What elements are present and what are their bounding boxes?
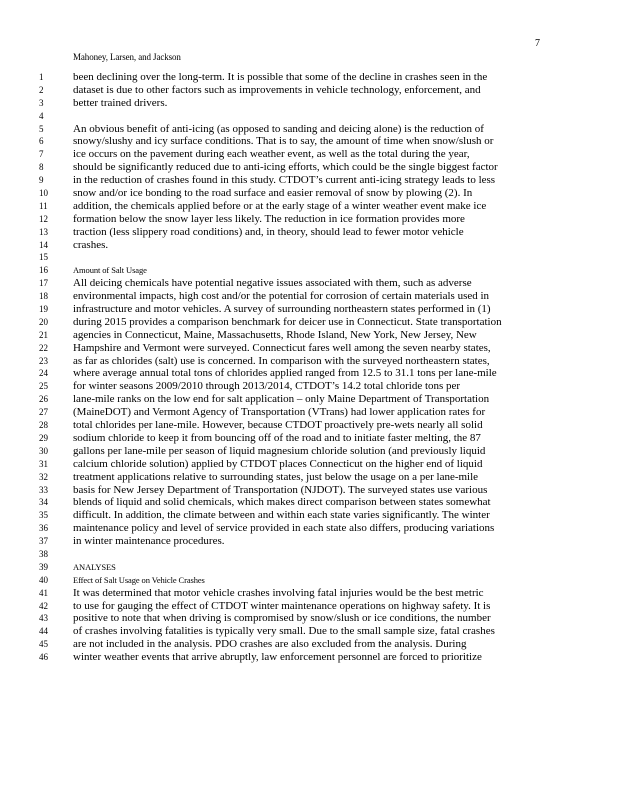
line-number: 6 <box>39 136 44 147</box>
section-heading: Amount of Salt Usage <box>73 265 147 276</box>
manuscript-line <box>0 84 618 97</box>
line-number: 34 <box>39 497 48 508</box>
line-text: during 2015 provides a comparison benchmark for deicer use in Connecticut. State transportation <box>73 315 502 328</box>
line-text: formation below the snow layer less likely. The reduction in ice formation provides more <box>73 212 465 225</box>
manuscript-body <box>0 71 618 664</box>
line-text: basis for New Jersey Department of Transportation (NJDOT). The surveyed states use various <box>73 483 488 496</box>
manuscript-line <box>0 587 618 600</box>
line-text: agencies in Connecticut, Maine, Massachusetts, Rhode Island, New York, New Jersey, New <box>73 328 477 341</box>
line-number: 16 <box>39 265 48 276</box>
line-text: (MaineDOT) and Vermont Agency of Transportation (VTrans) had lower application rates for <box>73 406 486 419</box>
line-number: 43 <box>39 613 48 624</box>
manuscript-line <box>0 342 618 355</box>
manuscript-line <box>0 600 618 613</box>
manuscript-line <box>0 496 618 509</box>
line-number: 39 <box>39 561 48 572</box>
manuscript-line <box>0 367 618 380</box>
line-text: ice occurs on the pavement during each weather event, as well as the total during the year, <box>73 148 470 161</box>
manuscript-line <box>0 161 618 174</box>
line-text: addition, the chemicals applied before or at the early stage of a winter weather event make ice <box>73 199 487 212</box>
line-number: 22 <box>39 342 48 353</box>
line-text: for winter seasons 2009/2010 through 2013/2014, CTDOT’s 14.2 total chloride tons per <box>73 380 461 393</box>
line-number: 17 <box>39 278 48 289</box>
line-number: 10 <box>39 188 48 199</box>
manuscript-line <box>0 509 618 522</box>
line-text: of crashes involving fatalities is typically very small. Due to the small sample size, fatal crashes <box>73 625 495 638</box>
line-text: difficult. In addition, the climate between and within each state varies significantly. The winter <box>73 509 490 522</box>
line-number: 8 <box>39 162 44 173</box>
manuscript-line <box>0 71 618 84</box>
section-heading: ANALYSES <box>73 561 116 572</box>
manuscript-line <box>0 316 618 329</box>
line-text: traction (less slippery road conditions) and, in theory, should lead to fewer motor vehicle <box>73 225 464 238</box>
line-number: 14 <box>39 239 48 250</box>
line-text: better trained drivers. <box>73 96 168 109</box>
manuscript-line <box>0 548 618 561</box>
manuscript-line <box>0 226 618 239</box>
manuscript-line <box>0 484 618 497</box>
line-text: in winter maintenance procedures. <box>73 535 225 548</box>
line-number: 5 <box>39 123 44 134</box>
manuscript-line <box>0 445 618 458</box>
line-number: 4 <box>39 110 44 121</box>
manuscript-line <box>0 187 618 200</box>
line-number: 11 <box>39 200 48 211</box>
line-number: 37 <box>39 536 48 547</box>
line-number: 26 <box>39 394 48 405</box>
manuscript-line <box>0 355 618 368</box>
line-number: 45 <box>39 639 48 650</box>
line-number: 29 <box>39 432 48 443</box>
line-number: 25 <box>39 381 48 392</box>
manuscript-line <box>0 561 618 574</box>
line-text: positive to note that when driving is compromised by snow/slush or ice conditions, the number <box>73 612 491 625</box>
manuscript-line <box>0 612 618 625</box>
line-number: 12 <box>39 213 48 224</box>
line-number: 32 <box>39 471 48 482</box>
manuscript-line <box>0 239 618 252</box>
line-number: 21 <box>39 329 48 340</box>
manuscript-line <box>0 625 618 638</box>
manuscript-line <box>0 97 618 110</box>
manuscript-line <box>0 123 618 136</box>
line-text: calcium chloride solution) applied by CTDOT places Connecticut on the higher end of liquid <box>73 457 483 470</box>
manuscript-line <box>0 406 618 419</box>
line-text: infrastructure and motor vehicles. A survey of surrounding northeastern states performed in (1) <box>73 303 491 316</box>
line-number: 20 <box>39 316 48 327</box>
manuscript-line <box>0 213 618 226</box>
manuscript-line <box>0 303 618 316</box>
line-text: crashes. <box>73 238 109 251</box>
line-text: dataset is due to other factors such as improvements in vehicle technology, enforcement, and <box>73 83 481 96</box>
manuscript-line <box>0 251 618 264</box>
manuscript-line <box>0 290 618 303</box>
manuscript-line <box>0 393 618 406</box>
line-text: It was determined that motor vehicle crashes involving fatal injuries would be the best metric <box>73 586 484 599</box>
line-number: 27 <box>39 407 48 418</box>
line-number: 44 <box>39 626 48 637</box>
line-text: where average annual total tons of chlorides applied ranged from 12.5 to 31.1 tons per lane-mile <box>73 367 497 380</box>
line-number: 35 <box>39 510 48 521</box>
line-number: 1 <box>39 72 44 82</box>
manuscript-line <box>0 148 618 161</box>
line-number: 18 <box>39 291 48 302</box>
line-text: Hampshire and Vermont were surveyed. Connecticut fares well among the seven nearby states, <box>73 341 491 354</box>
line-number: 36 <box>39 523 48 534</box>
line-text: lane-mile ranks on the low end for salt application – only Maine Department of Transportation <box>73 393 490 406</box>
line-number: 19 <box>39 304 48 315</box>
line-text: are not included in the analysis. PDO crashes are also excluded from the analysis. During <box>73 638 467 651</box>
line-text: maintenance policy and level of service provided in each state also differs, producing variations <box>73 522 495 535</box>
line-number: 46 <box>39 652 48 663</box>
manuscript-line <box>0 522 618 535</box>
line-text: blends of liquid and solid chemicals, which makes direct comparison between states somewhat <box>73 496 491 509</box>
manuscript-line <box>0 110 618 123</box>
manuscript-line <box>0 638 618 651</box>
line-text: to use for gauging the effect of CTDOT winter maintenance operations on highway safety. It is <box>73 599 491 612</box>
line-number: 7 <box>39 149 44 160</box>
line-text: gallons per lane-mile per season of liquid magnesium chloride solution (and previously liquid <box>73 444 486 457</box>
line-text: should be significantly reduced due to anti-icing efforts, which could be the single biggest factor <box>73 161 498 174</box>
manuscript-line <box>0 458 618 471</box>
line-text: in the reduction of crashes found in this study. CTDOT’s current anti-icing strategy leads to less <box>73 174 496 187</box>
running-header: Mahoney, Larsen, and Jackson <box>73 52 181 62</box>
manuscript-line <box>0 535 618 548</box>
line-text: snow and/or ice bonding to the road surface and easier removal of snow by plowing (2). In <box>73 187 473 200</box>
line-number: 41 <box>39 587 48 598</box>
line-text: total chlorides per lane-mile. However, because CTDOT proactively pre-wets nearly all solid <box>73 419 483 432</box>
manuscript-line <box>0 651 618 664</box>
line-number: 24 <box>39 368 48 379</box>
line-text: winter weather events that arrive abruptly, law enforcement personnel are forced to prioritize <box>73 651 482 664</box>
line-text: environmental impacts, high cost and/or the potential for corrosion of certain materials used in <box>73 290 490 303</box>
line-number: 9 <box>39 175 44 186</box>
manuscript-line <box>0 264 618 277</box>
line-number: 30 <box>39 445 48 456</box>
line-text: sodium chloride to keep it from bouncing off of the road and to initiate faster melting, the 87 <box>73 431 481 444</box>
line-number: 31 <box>39 458 48 469</box>
line-text: treatment applications relative to surrounding states, just below the usage on a per lane-mile <box>73 470 479 483</box>
line-text: snowy/slushy and icy surface conditions. That is to say, the amount of time when snow/slush or <box>73 135 494 148</box>
manuscript-line <box>0 471 618 484</box>
line-number: 38 <box>39 548 48 559</box>
line-number: 28 <box>39 420 48 431</box>
line-text: been declining over the long-term. It is possible that some of the decline in crashes seen in the <box>73 71 488 83</box>
line-text: as far as chlorides (salt) use is concerned. In comparison with the surveyed northeastern states, <box>73 354 490 367</box>
manuscript-line <box>0 419 618 432</box>
manuscript-line <box>0 432 618 445</box>
line-number: 13 <box>39 226 48 237</box>
manuscript-line <box>0 277 618 290</box>
line-number: 2 <box>39 84 44 95</box>
manuscript-line <box>0 174 618 187</box>
line-number: 15 <box>39 252 48 263</box>
line-number: 3 <box>39 97 44 108</box>
line-number: 42 <box>39 600 48 611</box>
section-heading: Effect of Salt Usage on Vehicle Crashes <box>73 574 205 585</box>
manuscript-line <box>0 200 618 213</box>
line-text: All deicing chemicals have potential negative issues associated with them, such as adverse <box>73 277 472 290</box>
line-number: 33 <box>39 484 48 495</box>
manuscript-line <box>0 135 618 148</box>
manuscript-line <box>0 329 618 342</box>
manuscript-line <box>0 380 618 393</box>
line-number: 40 <box>39 574 48 585</box>
page-number: 7 <box>535 38 540 49</box>
line-number: 23 <box>39 355 48 366</box>
manuscript-line <box>0 574 618 587</box>
line-text: An obvious benefit of anti-icing (as opposed to sanding and deicing alone) is the reduction of <box>73 122 484 135</box>
